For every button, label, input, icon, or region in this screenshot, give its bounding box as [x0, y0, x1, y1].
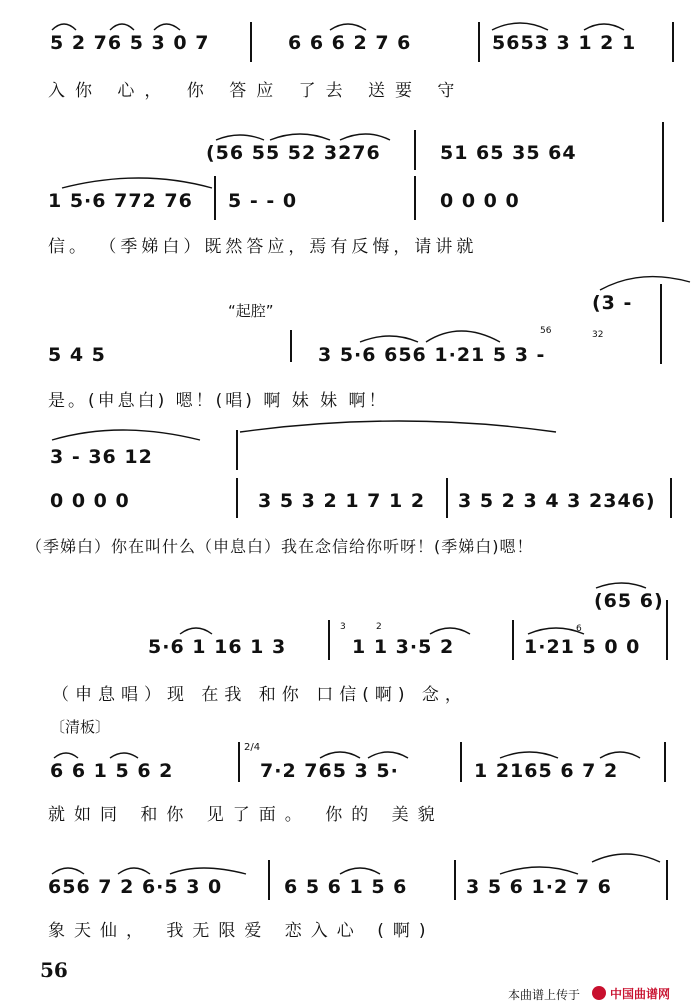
grace-note: 32: [592, 330, 604, 340]
section-label-qingban: 〔清板〕: [50, 718, 111, 736]
barline: [290, 330, 292, 362]
barline: [414, 176, 416, 220]
slur: [596, 583, 646, 588]
notes-line-6-m2: 7·2 765 3 5·: [260, 760, 399, 782]
notes-line-7-m3: 3 5 6 1·2 7 6: [466, 876, 612, 898]
slur: [54, 753, 78, 758]
slur: [180, 628, 212, 634]
slur: [154, 24, 180, 30]
barline: [478, 22, 480, 62]
slur: [330, 24, 366, 30]
lyrics-line-1: 入你 心， 你 答应 了去 送要 守: [48, 81, 465, 101]
slur: [592, 854, 660, 862]
barline: [512, 620, 514, 660]
lyrics-line-5: （申息唱）现 在我 和你 口信(啊) 念，: [52, 685, 468, 705]
slur: [368, 752, 408, 758]
notes-line-4-m2: 3 5 3 2 1 7 1 2: [258, 490, 426, 512]
slur: [270, 134, 330, 140]
slur: [62, 178, 212, 188]
barline: [460, 742, 462, 782]
barline: [236, 430, 238, 470]
barline: [414, 130, 416, 170]
barline: [662, 122, 664, 222]
site-logo-icon: [592, 986, 606, 1000]
notes-line-4-m3: 3 5 2 3 4 3 2346): [458, 490, 656, 512]
page-number: 56: [40, 958, 68, 982]
barline: [666, 600, 668, 660]
notes-line-2-m2: 5 - - 0: [228, 190, 298, 212]
grace-note: 2: [376, 622, 382, 632]
slur: [500, 867, 578, 874]
notes-line-1-m3: 5653 3 1 2 1: [492, 32, 637, 54]
upper-notes-line-5: (65 6): [594, 590, 664, 612]
lyrics-line-4: （季娣白）你在叫什么（申息白）我在念信给你听呀！(季娣白)嗯！: [26, 537, 534, 556]
barline: [446, 478, 448, 518]
slur: [426, 331, 500, 342]
upper-notes-line-2-b: 51 65 35 64: [440, 142, 577, 164]
barline: [454, 860, 456, 900]
barline: [328, 620, 330, 660]
slur: [492, 23, 548, 30]
upper-notes-line-3: (3 -: [592, 292, 633, 314]
slur: [600, 752, 640, 758]
notes-line-5-m2: 1 1 3·5 2: [352, 636, 455, 658]
slur: [110, 24, 134, 30]
upper-notes-line-4: 3 - 36 12: [50, 446, 153, 468]
lyrics-line-2: 信。 （季娣白）既然答应，焉有反悔，请讲就: [48, 237, 478, 257]
slur: [430, 628, 470, 634]
barline: [250, 22, 252, 62]
grace-note: 6: [576, 624, 582, 634]
grace-note: 3: [340, 622, 346, 632]
slur: [584, 24, 624, 30]
barline: [672, 22, 674, 62]
slur: [52, 868, 84, 874]
slur: [240, 421, 556, 432]
barline: [670, 478, 672, 518]
annotation-qiqiang: “起腔”: [228, 302, 274, 320]
barline: [664, 742, 666, 782]
notes-line-2-m1: 1 5·6 772 76: [48, 190, 193, 212]
notes-line-7-m1: 656 7 2 6·5 3 0: [48, 876, 223, 898]
notes-line-7-m2: 6 5 6 1 5 6: [284, 876, 408, 898]
grace-note: 56: [540, 326, 552, 336]
slur: [340, 134, 390, 140]
barline: [660, 284, 662, 364]
slur: [360, 336, 418, 342]
site-logo[interactable]: [592, 984, 692, 1002]
site-name: 中国曲谱网: [610, 986, 671, 1001]
upload-note: 本曲谱上传于: [508, 988, 581, 1002]
barline: [214, 176, 216, 220]
notes-line-2-m3: 0 0 0 0: [440, 190, 520, 212]
notes-line-3-m1: 5 4 5: [48, 344, 106, 366]
slur: [52, 430, 200, 440]
lyrics-line-3: 是。(申息白) 嗯！(唱) 啊 妹 妹 啊！: [48, 391, 389, 411]
notes-line-6-m1: 6 6 1 5 6 2: [50, 760, 174, 782]
slur: [320, 752, 360, 758]
slur: [52, 24, 76, 30]
barline: [666, 860, 668, 900]
notes-line-1-m1: 5 2 76 5 3 0 7: [50, 32, 210, 54]
lyrics-line-7: 象天仙， 我无限爱 恋入心 (啊): [48, 921, 435, 941]
slur: [170, 868, 246, 874]
barline: [238, 742, 240, 782]
notes-line-4-m1: 0 0 0 0: [50, 490, 130, 512]
lyrics-line-6: 就如同 和你 见了面。 你的 美貌: [48, 805, 444, 825]
slur: [500, 752, 558, 758]
notes-line-1-m2: 6 6 6 2 7 6: [288, 32, 412, 54]
notes-line-5-m3: 1·21 5 0 0: [524, 636, 641, 658]
barline: [268, 860, 270, 900]
notes-line-5-m1: 5·6 1 16 1 3: [148, 636, 287, 658]
time-signature: 2/4: [244, 742, 261, 753]
notes-line-3-m2: 3 5·6 656 1·21 5 3 -: [318, 344, 546, 366]
slur: [118, 868, 150, 874]
barline: [236, 478, 238, 518]
slur: [110, 753, 138, 758]
upper-notes-line-2-a: (56 55 52 3276: [206, 142, 381, 164]
slur: [600, 277, 690, 290]
notes-line-6-m3: 1 2165 6 7 2: [474, 760, 619, 782]
slur: [216, 135, 264, 140]
slur: [340, 868, 380, 874]
